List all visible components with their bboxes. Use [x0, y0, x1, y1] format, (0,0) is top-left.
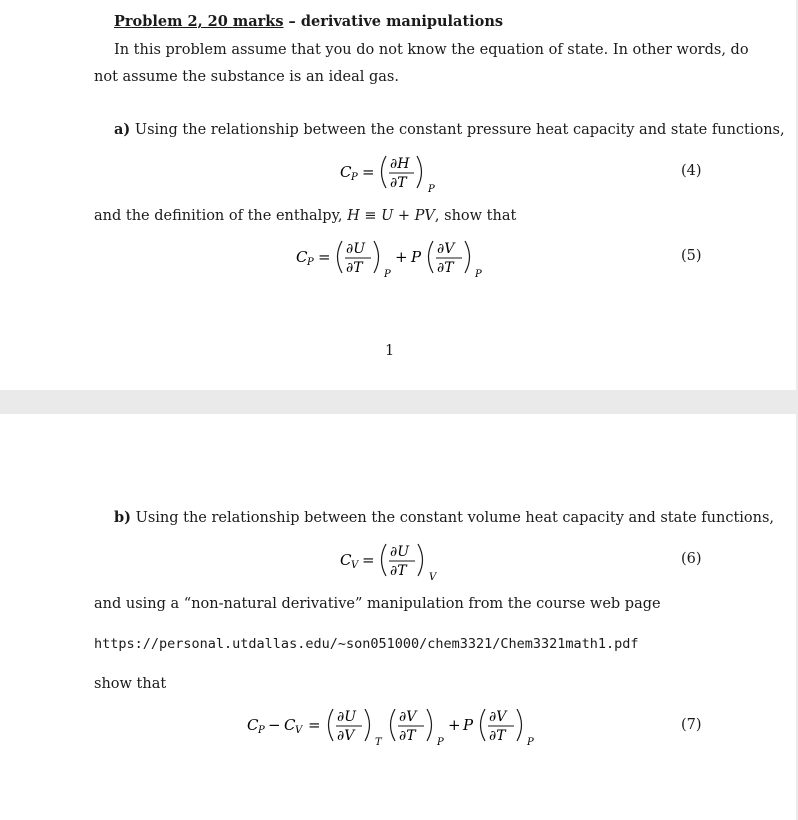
equation-4: [330, 146, 450, 202]
part-a-mid-text: [94, 207, 516, 225]
part-b-mid-text: and using a “non-natural derivative” manipulation from the course web page: [94, 596, 661, 612]
part-a-label: a): [114, 121, 131, 138]
intro-line-2: not assume the substance is an ideal gas.: [94, 69, 399, 85]
svg-text:=: =: [362, 551, 375, 569]
svg-text:−: −: [268, 716, 281, 734]
svg-text:∂V: ∂V: [489, 709, 507, 725]
equation-5-number: (5): [681, 248, 702, 264]
svg-text:C: C: [284, 716, 296, 734]
part-a-mid-suffix: , show that: [434, 208, 517, 224]
svg-text:∂V: ∂V: [399, 709, 417, 725]
svg-text:P: P: [351, 172, 358, 183]
svg-text:∂V: ∂V: [337, 728, 355, 744]
page-number: 1: [385, 343, 395, 359]
svg-text:=: =: [318, 248, 331, 266]
enthalpy-definition: H ≡ U + PV: [347, 208, 435, 224]
svg-text:V: V: [295, 725, 303, 736]
svg-text:∂U: ∂U: [346, 241, 366, 257]
part-a-text: Using the relationship between the constant pressure heat capacity and state functions,: [130, 122, 785, 138]
equation-6-formula: [330, 534, 450, 586]
problem-heading: [114, 13, 503, 31]
equation-6-number: (6): [681, 551, 702, 567]
part-b-show-text: show that: [94, 676, 167, 692]
svg-text:∂H: ∂H: [390, 156, 410, 172]
svg-text:∂T: ∂T: [390, 175, 407, 191]
intro-line-1: In this problem assume that you do not know the equation of state. In other words, do: [114, 42, 749, 58]
svg-text:P: P: [384, 269, 391, 280]
svg-text:P: P: [258, 725, 265, 736]
svg-text:P: P: [527, 737, 534, 748]
equation-6: [330, 534, 450, 590]
svg-text:∂U: ∂U: [337, 709, 357, 725]
part-a-intro: [114, 121, 785, 139]
equation-5-formula: [287, 231, 497, 285]
part-b-intro: [114, 509, 774, 527]
svg-text:C: C: [340, 163, 352, 181]
svg-text:∂T: ∂T: [390, 563, 407, 579]
svg-text:V: V: [429, 572, 437, 583]
equation-7-formula: [238, 699, 548, 753]
svg-text:∂T: ∂T: [489, 728, 506, 744]
equation-4-number: (4): [681, 163, 702, 179]
svg-text:=: =: [362, 163, 375, 181]
svg-text:P: P: [307, 257, 314, 268]
svg-text:P: P: [463, 716, 474, 734]
svg-text:+: +: [395, 248, 408, 266]
svg-text:C: C: [340, 551, 352, 569]
part-b-text: Using the relationship between the constant volume heat capacity and state functions,: [131, 510, 775, 526]
svg-text:P: P: [437, 737, 444, 748]
svg-text:∂T: ∂T: [346, 260, 363, 276]
equation-4-formula: [330, 146, 450, 198]
svg-text:C: C: [296, 248, 308, 266]
svg-text:∂V: ∂V: [437, 241, 455, 257]
problem-heading-topic: derivative manipulations: [300, 13, 504, 30]
svg-text:P: P: [428, 184, 435, 195]
part-b-label: b): [114, 509, 131, 526]
svg-text:∂T: ∂T: [399, 728, 416, 744]
svg-text:T: T: [375, 737, 382, 748]
document-page-1: [0, 0, 796, 390]
problem-heading-separator: –: [283, 13, 301, 30]
svg-text:P: P: [411, 248, 422, 266]
svg-text:V: V: [351, 560, 359, 571]
document-page-2: [0, 414, 796, 820]
problem-heading-title: Problem 2, 20 marks: [114, 13, 284, 30]
part-a-mid-prefix: and the definition of the enthalpy,: [94, 208, 348, 224]
svg-text:C: C: [247, 716, 259, 734]
svg-text:=: =: [308, 716, 321, 734]
svg-text:∂U: ∂U: [390, 544, 410, 560]
course-web-page-url[interactable]: https://personal.utdallas.edu/~son051000/chem3321/Chem3321math1.pdf: [94, 636, 639, 652]
svg-text:∂T: ∂T: [437, 260, 454, 276]
equation-7-number: (7): [681, 717, 702, 733]
equation-5: [287, 231, 497, 289]
svg-text:+: +: [448, 716, 461, 734]
svg-text:P: P: [475, 269, 482, 280]
equation-7: [238, 699, 548, 757]
